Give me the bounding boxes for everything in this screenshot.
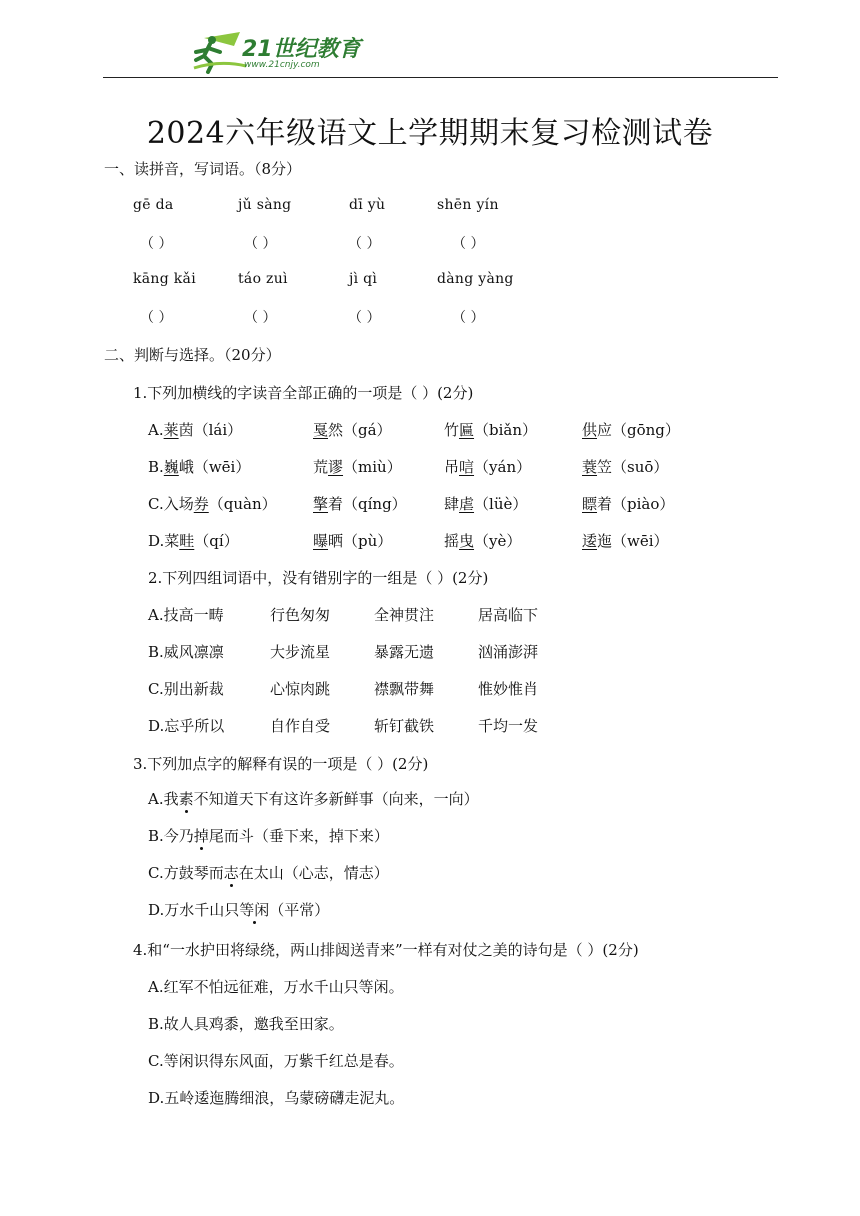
answer-blank[interactable]: （ ） bbox=[348, 310, 381, 326]
q2-d-word: 千均一发 bbox=[478, 717, 539, 735]
q1-a-item-3: 竹匾（biǎn） bbox=[444, 421, 538, 439]
header-divider bbox=[103, 77, 778, 78]
emphasis-dot-char: 掉 bbox=[193, 827, 209, 845]
q4-option-d[interactable]: D.五岭逶迤腾细浪，乌蒙磅礴走泥丸。 bbox=[148, 1089, 405, 1107]
q4-option-b[interactable]: B.故人具鸡黍，邀我至田家。 bbox=[148, 1015, 344, 1033]
answer-blank[interactable]: （ ） bbox=[452, 310, 485, 326]
q2-c-word: 襟飘带舞 bbox=[374, 680, 435, 698]
q2-b-word: 大步流星 bbox=[270, 643, 331, 661]
section1-heading: 一、读拼音，写词语。（8分） bbox=[104, 160, 302, 178]
q3-option-b[interactable]: B.今乃掉尾而斗（垂下来，掉下来） bbox=[148, 827, 389, 845]
q4-option-c[interactable]: C.等闲识得东风面，万紫千红总是春。 bbox=[148, 1052, 404, 1070]
q2-option-a[interactable]: A.技高一畴 bbox=[148, 606, 224, 624]
q2-option-b[interactable]: B.威风凛凛 bbox=[148, 643, 224, 661]
q2-option-d[interactable]: D.忘乎所以 bbox=[148, 717, 225, 735]
pinyin-1: gē da bbox=[133, 197, 174, 213]
question-2-stem: 2.下列四组词语中，没有错别字的一组是（ ）(2分) bbox=[148, 569, 489, 587]
q2-d-word: 自作自受 bbox=[270, 717, 331, 735]
q1-c-item-4: 瞟着（piào） bbox=[582, 495, 675, 513]
pinyin-2: jǔ sàng bbox=[238, 197, 292, 213]
emphasis-dot-char: 素 bbox=[178, 790, 194, 808]
q1-option-b[interactable]: B.巍峨（wēi） bbox=[148, 458, 251, 476]
q1-option-a[interactable]: A.莱茵（lái） bbox=[148, 421, 243, 439]
answer-blank[interactable]: （ ） bbox=[140, 310, 173, 326]
emphasis-dot-char: 志 bbox=[223, 864, 239, 882]
q1-b-item-3: 吊唁（yán） bbox=[444, 458, 532, 476]
q1-b-item-2: 荒谬（miù） bbox=[313, 458, 402, 476]
q1-d-item-2: 曝晒（pù） bbox=[313, 532, 393, 550]
q2-c-word: 心惊肉跳 bbox=[270, 680, 331, 698]
q1-c-item-2: 擎着（qíng） bbox=[313, 495, 407, 513]
q1-a-item-2: 戛然（gá） bbox=[313, 421, 392, 439]
emphasis-dot-char: 等闲 bbox=[239, 901, 270, 919]
q2-a-word: 行色匆匆 bbox=[270, 606, 331, 624]
exam-title: 2024六年级语文上学期期末复习检测试卷 bbox=[146, 116, 714, 151]
q1-d-item-4: 逶迤（wēi） bbox=[582, 532, 669, 550]
logo-site-text: www.21cnjy.com bbox=[244, 60, 320, 70]
question-4-stem: 4.和“一水护田将绿绕，两山排闼送青来”一样有对仗之美的诗句是（ ）(2分) bbox=[133, 941, 639, 959]
q2-a-word: 居高临下 bbox=[478, 606, 539, 624]
answer-blank[interactable]: （ ） bbox=[452, 236, 485, 252]
q1-d-item-3: 摇曳（yè） bbox=[444, 532, 522, 550]
logo-brand-text: 21世纪教育 bbox=[242, 37, 361, 62]
pinyin-3: dī yù bbox=[349, 197, 386, 213]
site-logo bbox=[190, 30, 360, 74]
pinyin-5: kāng kǎi bbox=[133, 271, 196, 287]
q2-b-word: 汹涌澎湃 bbox=[478, 643, 539, 661]
pinyin-7: jì qì bbox=[349, 271, 378, 287]
question-3-stem: 3.下列加点字的解释有误的一项是（ ）(2分) bbox=[133, 755, 429, 773]
q2-d-word: 斩钉截铁 bbox=[374, 717, 435, 735]
answer-blank[interactable]: （ ） bbox=[348, 236, 381, 252]
pinyin-4: shēn yín bbox=[437, 197, 499, 213]
answer-blank[interactable]: （ ） bbox=[244, 310, 277, 326]
pinyin-8: dàng yàng bbox=[437, 271, 514, 287]
q1-option-c[interactable]: C.入场券（quàn） bbox=[148, 495, 277, 513]
q2-a-word: 全神贯注 bbox=[374, 606, 435, 624]
pinyin-6: táo zuì bbox=[238, 271, 288, 287]
q3-option-a[interactable]: A.我素不知道天下有这许多新鲜事（向来，一向） bbox=[148, 790, 479, 808]
q3-option-c[interactable]: C.方鼓琴而志在太山（心志，情志） bbox=[148, 864, 389, 882]
q4-option-a[interactable]: A.红军不怕远征难，万水千山只等闲。 bbox=[148, 978, 404, 996]
q1-b-item-4: 蓑笠（suō） bbox=[582, 458, 669, 476]
answer-blank[interactable]: （ ） bbox=[140, 236, 173, 252]
section2-heading: 二、判断与选择。（20分） bbox=[104, 346, 281, 364]
q2-c-word: 惟妙惟肖 bbox=[478, 680, 539, 698]
question-1-stem: 1.下列加横线的字读音全部正确的一项是（ ）(2分) bbox=[133, 384, 474, 402]
q1-option-d[interactable]: D.菜畦（qí） bbox=[148, 532, 239, 550]
q2-b-word: 暴露无遗 bbox=[374, 643, 435, 661]
q2-option-c[interactable]: C.别出新裁 bbox=[148, 680, 224, 698]
q1-a-item-4: 供应（gōng） bbox=[582, 421, 680, 439]
q3-option-d[interactable]: D.万水千山只等闲（平常） bbox=[148, 901, 330, 919]
q1-c-item-3: 肆虐（lüè） bbox=[444, 495, 528, 513]
answer-blank[interactable]: （ ） bbox=[244, 236, 277, 252]
